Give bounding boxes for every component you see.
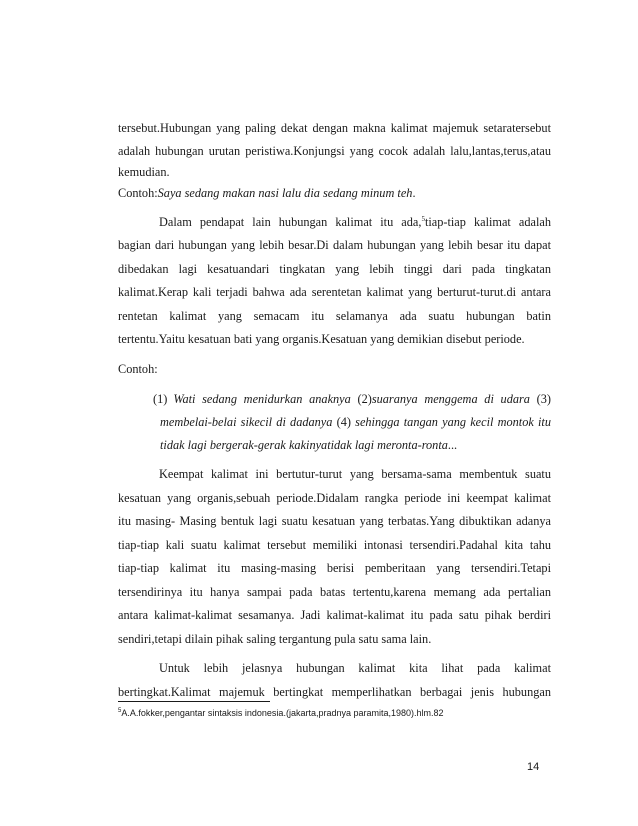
paragraph-3-line bbox=[118, 584, 551, 600]
paragraph-2-line bbox=[159, 214, 551, 230]
paragraph-3-line bbox=[118, 607, 551, 623]
paragraph-3-line bbox=[118, 537, 551, 553]
text-span: kesatuan yang organis,sebuah periode.Didalam rangka periode ini keempat kalimat bbox=[118, 491, 551, 505]
text-span: tersebut.Hubungan yang paling dekat dengan makna kalimat majemuk setaratersebut bbox=[118, 121, 551, 135]
text-span: tiap-tiap kalimat itu masing-masing berisi pemberitaan yang tersendiri.Tetapi bbox=[118, 561, 551, 575]
paragraph-2-line bbox=[118, 308, 551, 324]
clause-4-continued: tidak lagi bergerak-gerak kakinyatidak lagi meronta-ronta bbox=[160, 438, 448, 452]
text-span: dibedakan lagi kesatuandari tingkatan yang lebih tinggi dari pada tingkatan bbox=[118, 262, 551, 276]
text-span: antara kalimat-kalimat sesamanya. Jadi kalimat-kalimat itu pada satu pihak berdiri bbox=[118, 608, 551, 622]
footnote-separator bbox=[118, 701, 270, 702]
text-span: Untuk lebih jelasnya hubungan kalimat kita lihat pada kalimat bbox=[159, 661, 551, 675]
text-span: kemudian. bbox=[118, 165, 170, 179]
footnote-text: A.A.fokker,pengantar sintaksis indonesia.(jakarta,pradnya paramita,1980).hlm.82 bbox=[121, 708, 444, 718]
text-span: bagian dari hubungan yang lebih besar.Di dalam hubungan yang lebih besar itu dapat bbox=[118, 238, 551, 252]
paragraph-3-line bbox=[118, 560, 551, 576]
clause-4: sehingga tangan yang kecil montok itu bbox=[355, 415, 551, 429]
page-number: 14 bbox=[527, 761, 540, 773]
list-number: (2) bbox=[357, 392, 372, 406]
text-span: . bbox=[412, 186, 416, 200]
text-span: adalah hubungan urutan peristiwa.Konjungsi yang cocok adalah lalu,lantas,terus,atau bbox=[118, 144, 551, 158]
paragraph-3-line bbox=[159, 466, 551, 482]
footnote-marker: 5 bbox=[118, 708, 122, 714]
list-number: (3) bbox=[536, 392, 551, 406]
paragraph-4-line bbox=[159, 660, 551, 676]
text-span: tersendirinya itu hanya sampai pada batas tertentu,karena memang ada pertalian bbox=[118, 585, 551, 599]
text-span: itu masing- Masing bentuk lagi suatu kesatuan yang terbatas.Yang dibuktikan adanya bbox=[118, 514, 551, 528]
text-span: rentetan kalimat yang semacam itu selamanya ada suatu hubungan batin bbox=[118, 309, 551, 323]
paragraph-1-line bbox=[118, 143, 551, 159]
paragraph-2-line bbox=[118, 261, 551, 277]
paragraph-3-line bbox=[118, 513, 551, 529]
paragraph-2-line bbox=[118, 237, 551, 253]
example-list-line bbox=[160, 414, 551, 430]
paragraph-2-line bbox=[118, 331, 551, 347]
example-1-line bbox=[118, 185, 551, 201]
text-span: Contoh: bbox=[118, 362, 158, 376]
paragraph-4-line bbox=[118, 684, 551, 700]
paragraph-3-line bbox=[118, 631, 551, 647]
example-sentence: Saya sedang makan nasi lalu dia sedang minum teh bbox=[157, 186, 413, 200]
paragraph-1-line bbox=[118, 164, 551, 180]
example-2-label bbox=[118, 361, 551, 377]
paragraph-1-line bbox=[118, 120, 551, 136]
footnote-reference: 5 bbox=[421, 215, 425, 223]
text-span: sendiri,tetapi dilain pihak saling tergantung pula satu sama lain. bbox=[118, 632, 432, 646]
list-number: (1) bbox=[153, 392, 168, 406]
clause-1: Wati sedang menidurkan anaknya bbox=[173, 392, 351, 406]
text-span: bertingkat.Kalimat majemuk bertingkat memperlihatkan berbagai jenis hubungan bbox=[118, 685, 551, 699]
list-number: (4) bbox=[336, 415, 351, 429]
example-label: Contoh: bbox=[118, 186, 158, 200]
text-span: Dalam pendapat lain hubungan kalimat itu ada, bbox=[159, 215, 422, 229]
text-span: tertentu.Yaitu kesatuan bati yang organis.Kesatuan yang demikian disebut periode. bbox=[118, 332, 525, 346]
text-span: ... bbox=[447, 438, 458, 452]
text-span: tiap-tiap kalimat adalah bbox=[424, 215, 551, 229]
text-span: Keempat kalimat ini bertutur-turut yang bersama-sama membentuk suatu bbox=[159, 467, 551, 481]
example-list-line bbox=[160, 437, 551, 453]
clause-3: membelai-belai sikecil di dadanya bbox=[160, 415, 333, 429]
text-span: tiap-tiap kali suatu kalimat tersebut memiliki intonasi tersendiri.Padahal kita tahu bbox=[118, 538, 551, 552]
paragraph-2-line bbox=[118, 284, 551, 300]
text-span: kalimat.Kerap kali terjadi bahwa ada serentetan kalimat yang berturut-turut.di antara bbox=[118, 285, 551, 299]
footnote bbox=[118, 708, 444, 718]
paragraph-3-line bbox=[118, 490, 551, 506]
clause-2: suaranya menggema di udara bbox=[371, 392, 530, 406]
example-list-line bbox=[153, 391, 551, 407]
